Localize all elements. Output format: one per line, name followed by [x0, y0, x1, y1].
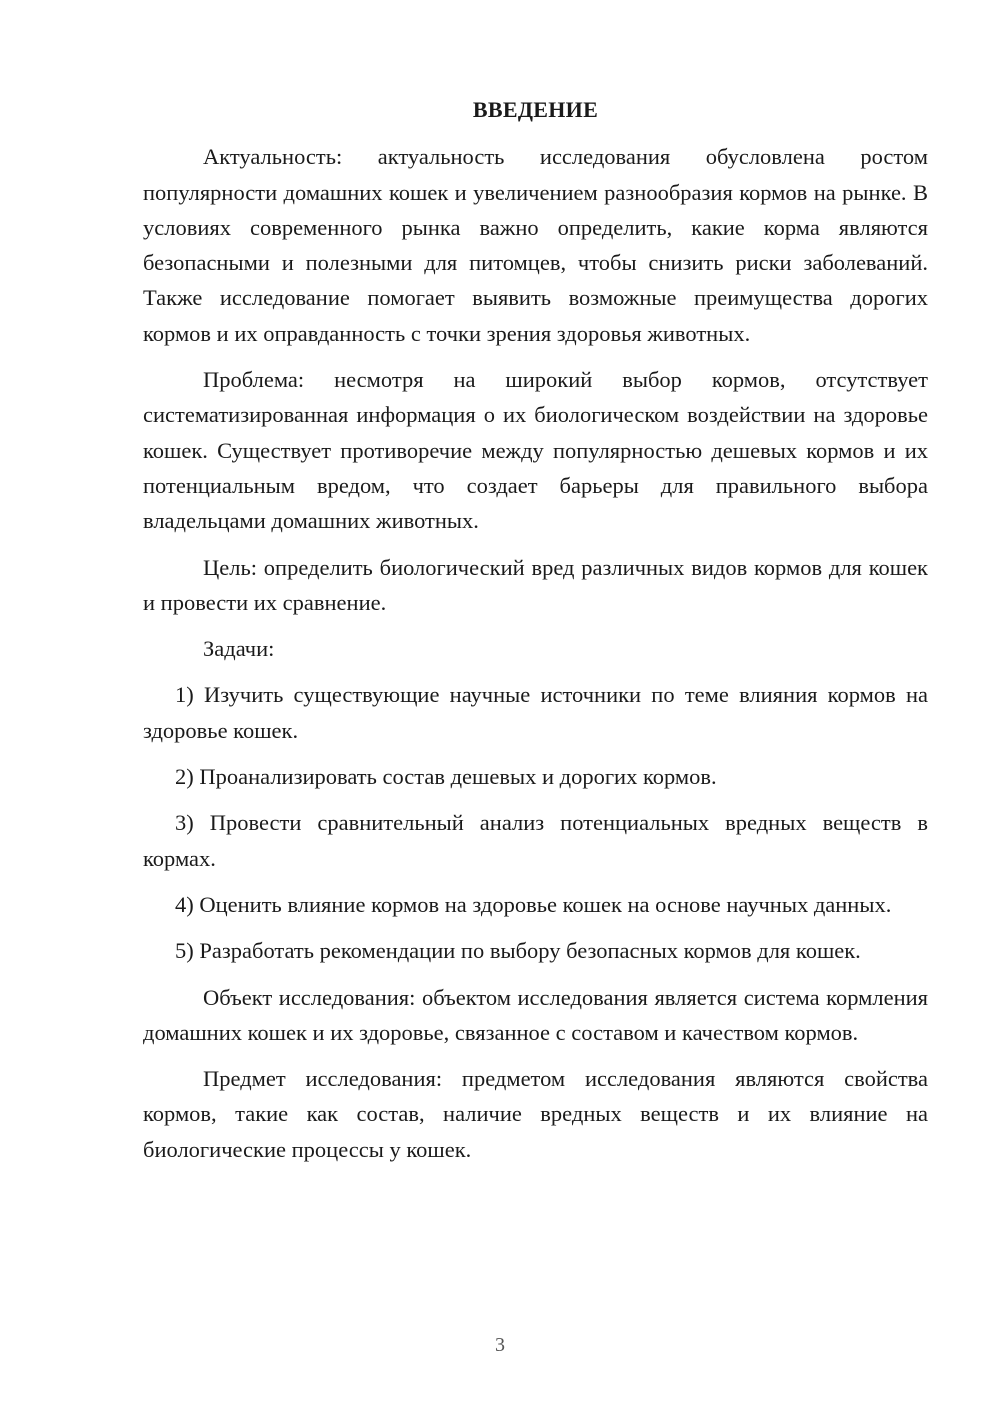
task-item-1: 1) Изучить существующие научные источники по теме влияния кормов на здоровье кошек.: [143, 682, 928, 743]
paragraph-tasks-heading: Задачи:: [203, 636, 275, 662]
task-item-3: 3) Провести сравнительный анализ потенциальных вредных веществ в кормах.: [143, 810, 928, 871]
document-page: [143, 92, 928, 1178]
section-title: ВВЕДЕНИЕ: [472, 97, 599, 122]
paragraph-object: Объект исследования: объектом исследования является система кормления домашних кошек и их здоровье, связанное с составом и качеством кормов.: [143, 984, 928, 1045]
paragraph-problem: Проблема: несмотря на широкий выбор кормов, отсутствует систематизированная информация о их биологическом воздействии на здоровье кошек. Существует противоречие между популярностью дешевых кормов и их потенциальным вредом, что создает барьеры для правильного выбора владельцами домашних животных.: [143, 367, 928, 534]
paragraph-subject: Предмет исследования: предметом исследования являются свойства кормов, такие как состав, наличие вредных веществ и их влияние на биологические процессы у кошек.: [143, 1066, 928, 1162]
task-item-2: 2) Проанализировать состав дешевых и дорогих кормов.: [175, 764, 717, 790]
paragraph-relevance: Актуальность: актуальность исследования обусловлена ростом популярности домашних кошек и увеличением разнообразия кормов на рынке. В условиях современного рынка важно определить, какие корма являются безопасными и полезными для питомцев, чтобы снизить риски заболеваний. Также исследование помогает выявить возможные преимущества дорогих кормов и их оправданность с точки зрения здоровья животных.: [143, 144, 928, 346]
paragraph-goal: Цель: определить биологический вред различных видов кормов для кошек и провести их сравнение.: [143, 554, 928, 615]
task-item-5: 5) Разработать рекомендации по выбору безопасных кормов для кошек.: [175, 938, 861, 964]
task-item-4: 4) Оценить влияние кормов на здоровье кошек на основе научных данных.: [175, 891, 892, 917]
page-number: 3: [495, 1334, 505, 1356]
